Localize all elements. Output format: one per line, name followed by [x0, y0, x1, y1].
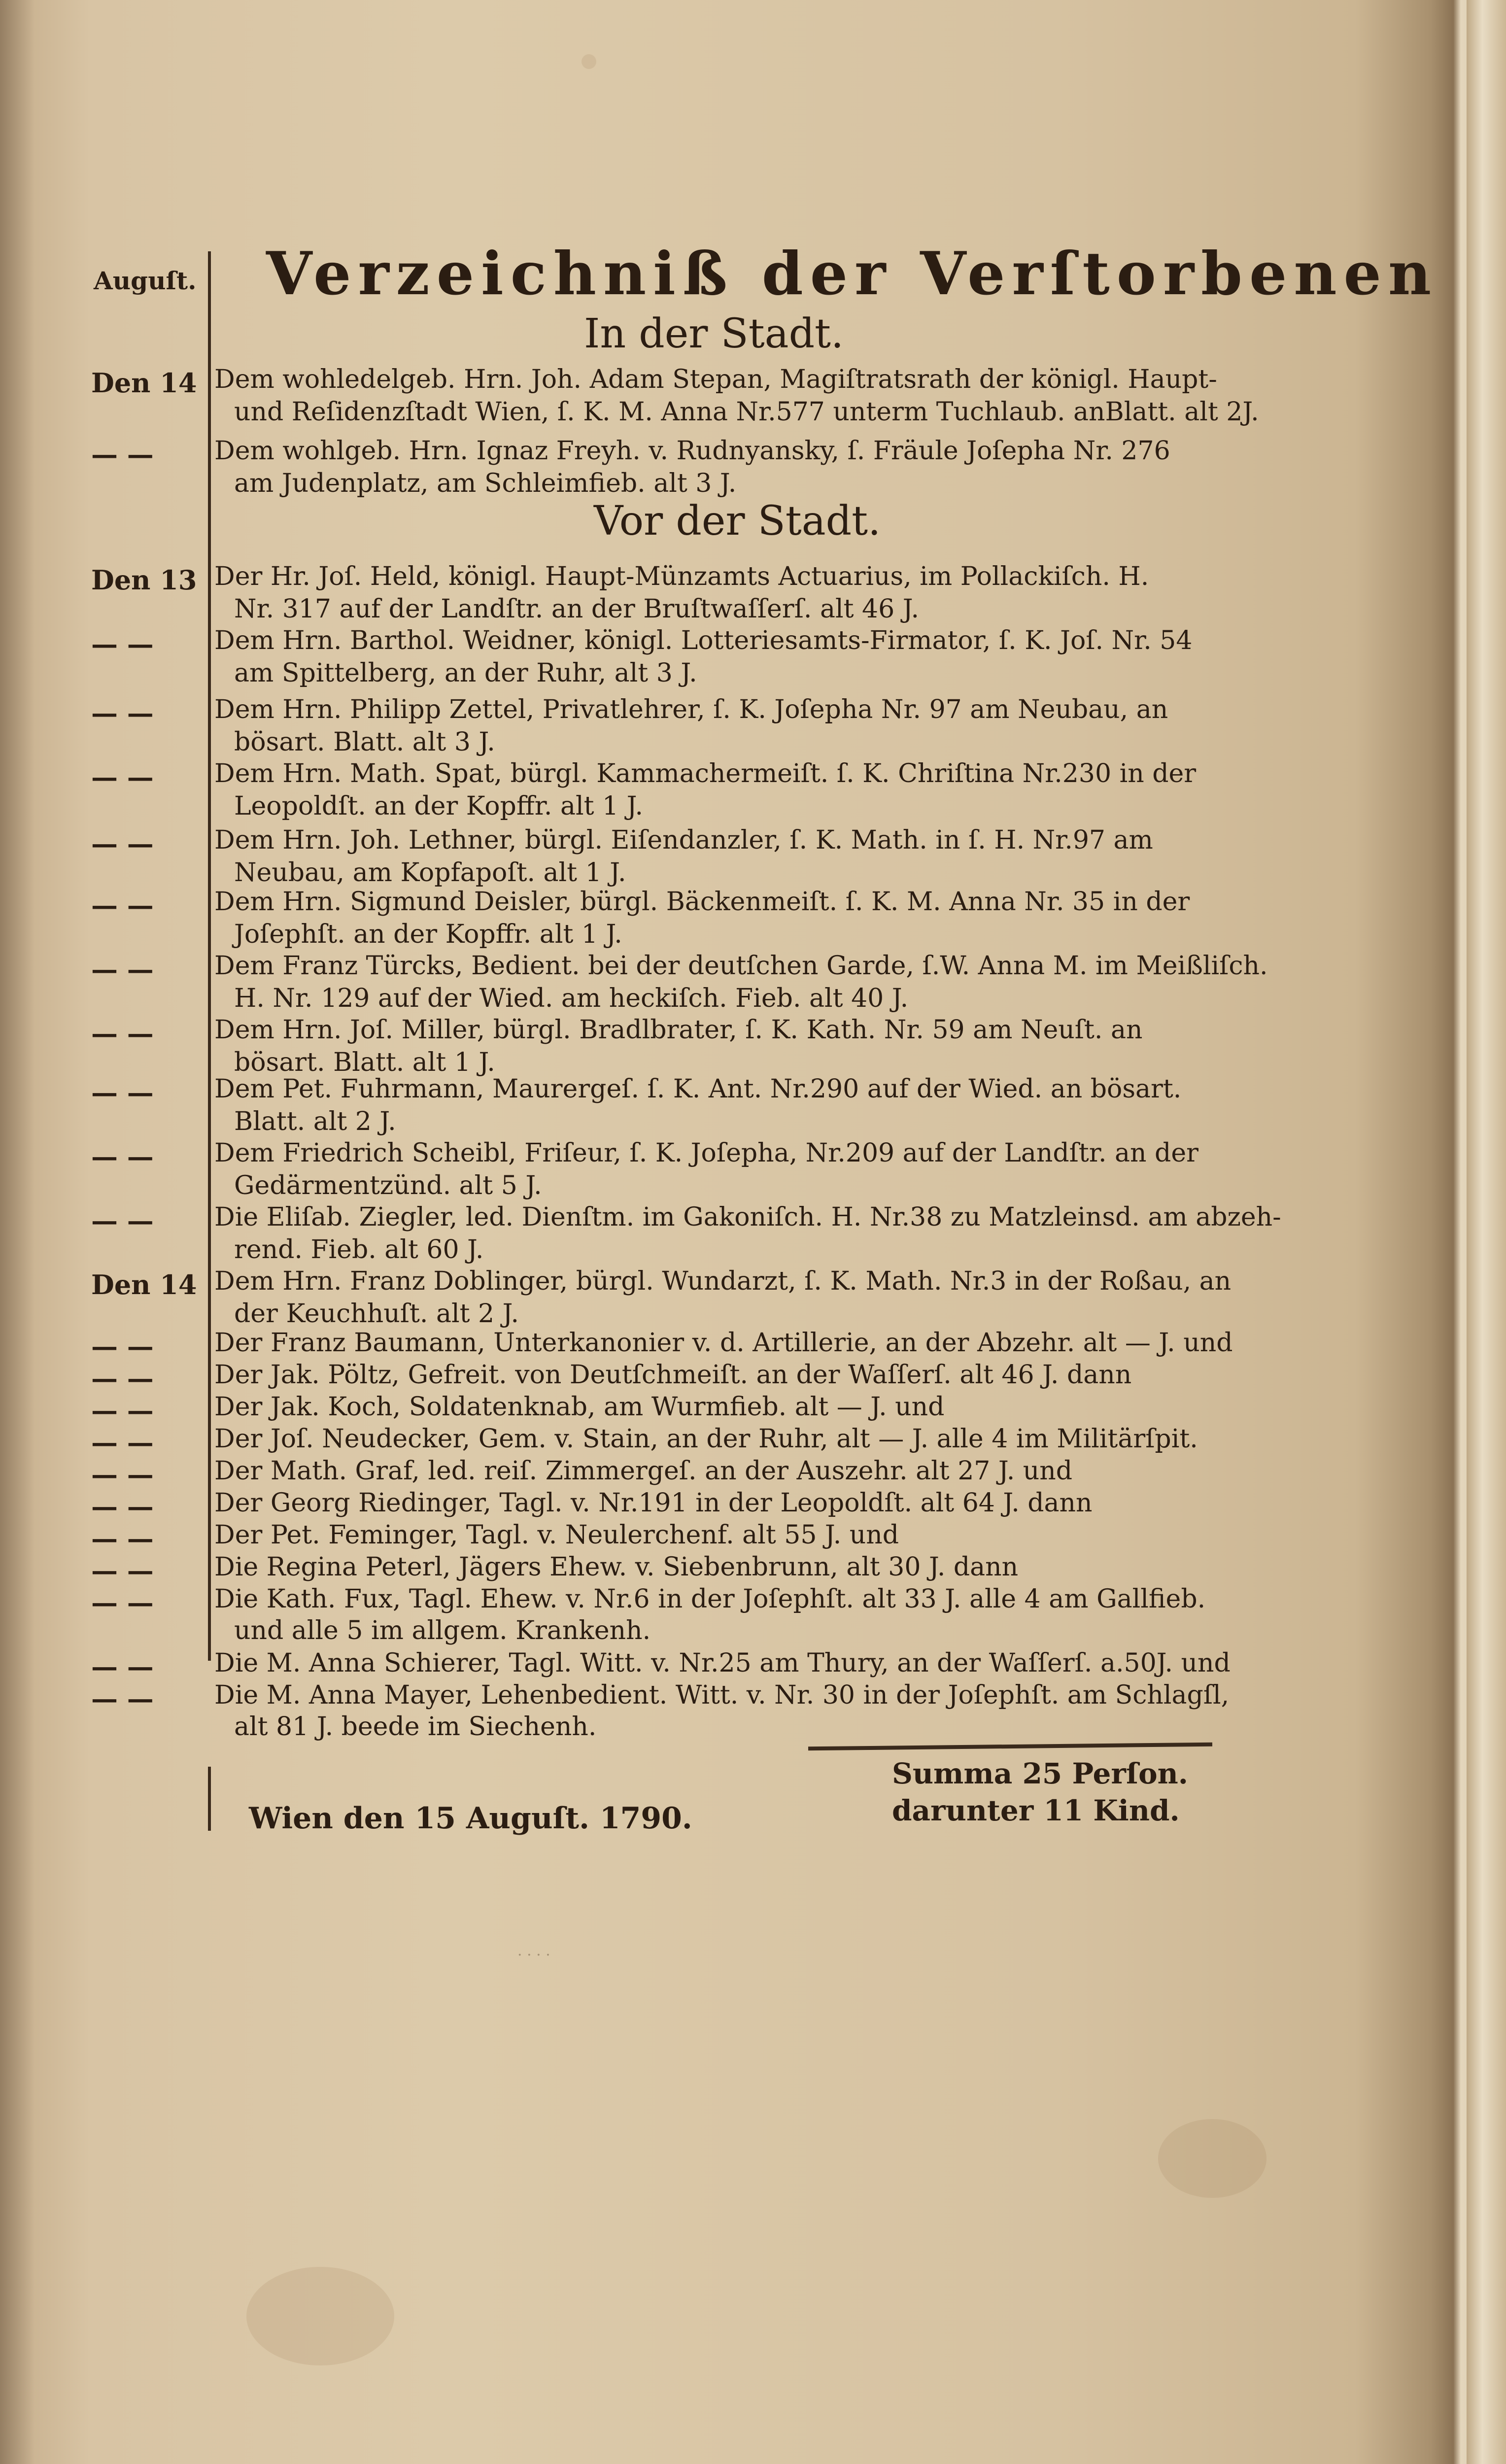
entry-date: — — — [91, 890, 154, 921]
entry-line: rend. Fieb. alt 60 J. — [234, 1235, 484, 1265]
entry-date: — — — [91, 954, 154, 985]
entry-line: alt 81 J. beede im Siechenh. — [234, 1712, 597, 1742]
entry-date: — — — [91, 1077, 154, 1108]
entry-date: — — — [91, 761, 154, 793]
section-heading-vorstadt: Vor der Stadt. — [594, 498, 881, 545]
entry-line: Die Kath. Fux, Tagl. Ehew. v. Nr.6 in der Joſephſt. alt 33 J. alle 4 am Gallfieb. — [214, 1584, 1206, 1614]
entry-line: Der Pet. Feminger, Tagl. v. Neulerchenf. alt 55 J. und — [214, 1520, 899, 1550]
entry-line: Gedärmentzünd. alt 5 J. — [234, 1171, 542, 1200]
entry-date: — — — [91, 1395, 154, 1426]
entry-line: Die M. Anna Mayer, Lehenbedient. Witt. v. Nr. 30 in der Joſephſt. am Schlagſl, — [214, 1680, 1230, 1710]
entry-line: H. Nr. 129 auf der Wied. am heckiſch. Fieb. alt 40 J. — [234, 984, 909, 1013]
entry-line: Dem Hrn. Math. Spat, bürgl. Kammachermeiſt. ſ. K. Chriſtina Nr.230 in der — [214, 759, 1197, 788]
entry-date: — — — [91, 1491, 154, 1522]
entry-line: und alle 5 im allgem. Krankenh. — [234, 1616, 651, 1645]
entry-line: Joſephſt. an der Kopffr. alt 1 J. — [234, 920, 622, 949]
place-date: Wien den 15 Auguſt. 1790. — [249, 1801, 692, 1836]
entry-line: Der Joſ. Neudecker, Gem. v. Stain, an der Ruhr, alt — J. alle 4 im Militärſpit. — [214, 1424, 1198, 1454]
page-title: Verzeichniß der Verſtorbenen — [266, 239, 1438, 308]
entry-date: Den 14 — [91, 367, 197, 399]
entry-line: Blatt. alt 2 J. — [234, 1107, 396, 1136]
section-heading-stadt: In der Stadt. — [584, 310, 844, 357]
entry-line: Dem Friedrich Scheibl, Friſeur, ſ. K. Joſepha, Nr.209 auf der Landſtr. an der — [214, 1138, 1198, 1168]
entry-line: Dem Hrn. Sigmund Deisler, bürgl. Bäckenmeiſt. ſ. K. M. Anna Nr. 35 in der — [214, 887, 1190, 917]
foxing-spot — [246, 2267, 394, 2365]
entry-line: Die Eliſab. Ziegler, led. Dienſtm. im Gakoniſch. H. Nr.38 zu Matzleinsd. am abzeh- — [214, 1202, 1281, 1232]
entry-line: Der Franz Baumann, Unterkanonier v. d. Artillerie, an der Abzehr. alt — J. und — [214, 1328, 1233, 1358]
bleed-through-mark: · · · · — [517, 1947, 550, 1964]
entry-date: — — — [91, 1363, 154, 1394]
entry-line: bösart. Blatt. alt 1 J. — [234, 1048, 495, 1077]
entry-line: Dem Hrn. Joſ. Miller, bürgl. Bradlbrater, ſ. K. Kath. Nr. 59 am Neuſt. an — [214, 1015, 1143, 1045]
foxing-spot — [582, 54, 596, 69]
next-page-edge — [1467, 0, 1506, 2464]
entry-line: am Judenplatz, am Schleimfieb. alt 3 J. — [234, 469, 737, 498]
entry-line: Der Georg Riedinger, Tagl. v. Nr.191 in der Leopoldſt. alt 64 J. dann — [214, 1488, 1093, 1518]
gutter-shadow — [0, 0, 34, 2464]
entry-date: — — — [91, 697, 154, 729]
entry-line: Dem wohledelgeb. Hrn. Joh. Adam Stepan, Magiſtratsrath der königl. Haupt- — [214, 365, 1217, 394]
entry-line: Dem Franz Türcks, Bedient. bei der deutſchen Garde, ſ.W. Anna M. im Meißliſch. — [214, 951, 1268, 981]
entry-date: — — — [91, 1018, 154, 1049]
summary-rule — [808, 1743, 1212, 1751]
entry-date: — — — [91, 1141, 154, 1172]
entry-date: — — — [91, 1523, 154, 1554]
entry-line: Leopoldſt. an der Kopffr. alt 1 J. — [234, 791, 643, 821]
month-label: Auguſt. — [94, 266, 197, 295]
entry-date: — — — [91, 439, 154, 470]
entry-line: Dem Hrn. Franz Doblinger, bürgl. Wundarzt, ſ. K. Math. Nr.3 in der Roßau, an — [214, 1266, 1232, 1296]
entry-date: — — — [91, 1651, 154, 1682]
entry-line: Dem Hrn. Joh. Lethner, bürgl. Eiſendanzler, ſ. K. Math. in ſ. H. Nr.97 am — [214, 825, 1153, 855]
entry-line: Dem Pet. Fuhrmann, Maurergeſ. ſ. K. Ant. Nr.290 auf der Wied. an bösart. — [214, 1074, 1182, 1104]
entry-line: Der Jak. Pöltz, Gefreit. von Deutſchmeiſt. an der Waſſerſ. alt 46 J. dann — [214, 1360, 1132, 1390]
summa-total: Summa 25 Perſon. — [892, 1757, 1188, 1790]
date-column-rule — [208, 251, 211, 1661]
entry-date: Den 13 — [91, 564, 197, 596]
entry-date: — — — [91, 1587, 154, 1618]
entry-line: Nr. 317 auf der Landſtr. an der Bruſtwaſſerſ. alt 46 J. — [234, 594, 920, 624]
entry-line: Dem Hrn. Philipp Zettel, Privatlehrer, ſ. K. Joſepha Nr. 97 am Neubau, an — [214, 695, 1168, 724]
date-column-rule — [208, 1767, 211, 1831]
entry-date: — — — [91, 1683, 154, 1714]
children-count: darunter 11 Kind. — [892, 1794, 1180, 1827]
entry-date: — — — [91, 828, 154, 859]
entry-date: — — — [91, 1205, 154, 1236]
entry-date: Den 14 — [91, 1269, 197, 1300]
entry-line: bösart. Blatt. alt 3 J. — [234, 727, 495, 757]
entry-date: — — — [91, 628, 154, 660]
entry-line: Der Jak. Koch, Soldatenknab, am Wurmfieb. alt — J. und — [214, 1392, 945, 1422]
foxing-spot — [1158, 2119, 1266, 2198]
entry-date: — — — [91, 1427, 154, 1458]
entry-date: — — — [91, 1555, 154, 1586]
entry-line: der Keuchhuſt. alt 2 J. — [234, 1299, 519, 1329]
entry-line: Der Math. Graf, led. reiſ. Zimmergeſ. an der Auszehr. alt 27 J. und — [214, 1456, 1073, 1486]
entry-date: — — — [91, 1459, 154, 1490]
entry-line: Dem Hrn. Barthol. Weidner, königl. Lotteriesamts-Firmator, ſ. K. Joſ. Nr. 54 — [214, 626, 1193, 655]
entry-line: Die Regina Peterl, Jägers Ehew. v. Siebenbrunn, alt 30 J. dann — [214, 1552, 1019, 1582]
entry-line: am Spittelberg, an der Ruhr, alt 3 J. — [234, 658, 697, 688]
entry-line: Dem wohlgeb. Hrn. Ignaz Freyh. v. Rudnyansky, ſ. Fräule Joſepha Nr. 276 — [214, 436, 1170, 466]
entry-line: Neubau, am Kopfapoſt. alt 1 J. — [234, 858, 626, 888]
entry-line: Der Hr. Joſ. Held, königl. Haupt-Münzamts Actuarius, im Pollackiſch. H. — [214, 562, 1149, 591]
entry-date: — — — [91, 1331, 154, 1362]
entry-line: Die M. Anna Schierer, Tagl. Witt. v. Nr.25 am Thury, an der Waſſerſ. a.50J. und — [214, 1648, 1231, 1678]
entry-line: und Reſidenzſtadt Wien, ſ. K. M. Anna Nr.577 unterm Tuchlaub. anBlatt. alt 2J. — [234, 397, 1259, 427]
